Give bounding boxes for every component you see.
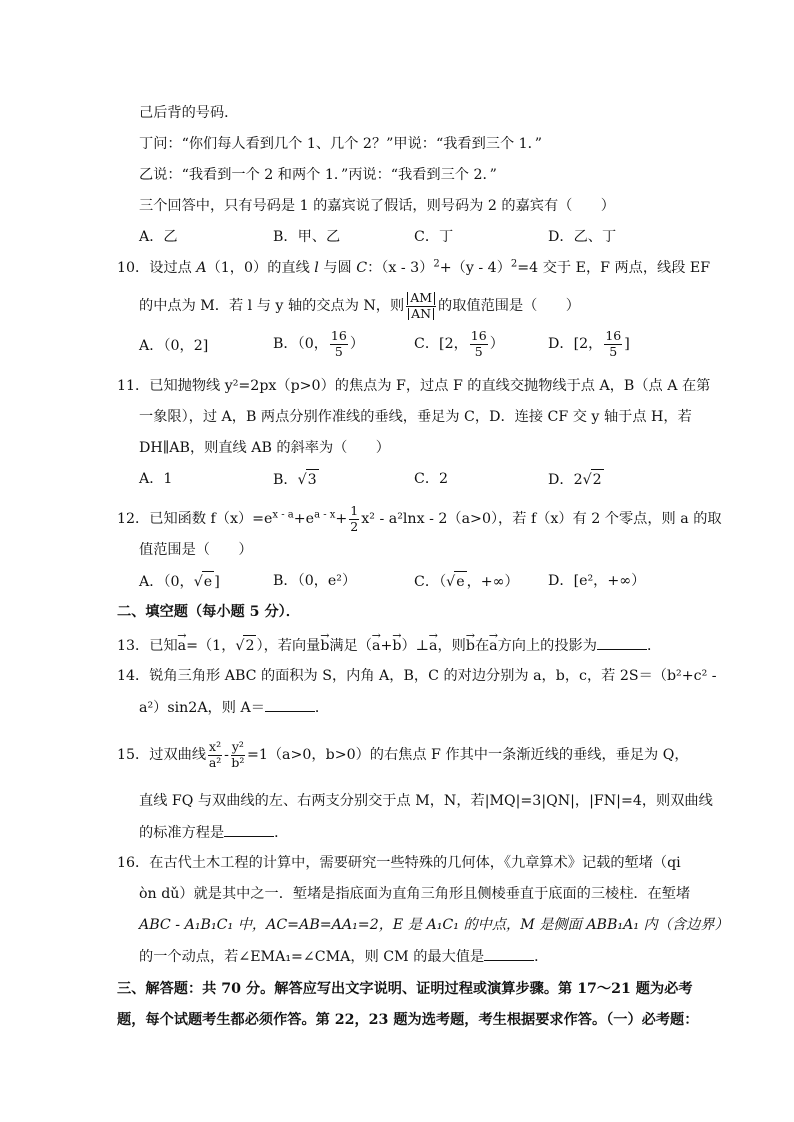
- q13-text: ，则: [437, 638, 466, 654]
- q12-half-fraction: [349, 505, 359, 533]
- q14-line-2: [139, 697, 329, 718]
- vector-b: → b: [320, 636, 329, 656]
- q10-option-d-fraction: [604, 330, 622, 358]
- q10-frac-denominator: AN: [408, 308, 434, 321]
- q14-text: 锐角三角形 ABC 的面积为 S，内角 A，B，C 的对边分别为 a，b，c，若 2S＝（b²+c² -: [149, 668, 717, 684]
- intro-line-2: 丁问：“你们每人看到几个 1、几个 2？”甲说：“我看到三个 1．”: [139, 136, 543, 152]
- q15-text: 的标准方程是: [139, 825, 225, 841]
- q12-exponent: x - a: [272, 509, 294, 521]
- q15-line-2: 直线 FQ 与双曲线的左、右两支分别交于点 M，N，若|MQ|=3|QN|，|FN|=4，则双曲线: [139, 793, 713, 809]
- vector-a: → a: [489, 636, 497, 656]
- q13-text: 满足（: [329, 638, 372, 654]
- vector-b: → b: [392, 636, 401, 656]
- q10-opt-text: ]: [624, 336, 630, 352]
- q10-text: C: [356, 260, 368, 276]
- q13-number: 13．: [117, 638, 150, 654]
- q16-number: 16．: [117, 855, 150, 871]
- q10-option-b-fraction: [330, 330, 348, 358]
- q13-text: ），若向量: [256, 638, 321, 654]
- q10-option-c-fraction: [470, 330, 488, 358]
- frac-num: y²: [231, 739, 244, 754]
- q15-text: ．: [274, 825, 289, 841]
- q10-exponent: 2: [433, 258, 440, 270]
- q11-opt-text: D．2: [548, 472, 583, 488]
- q10-option-a: A．（0，2]: [139, 338, 209, 354]
- answer-blank[interactable]: [597, 635, 647, 650]
- q10-text: l: [314, 260, 319, 276]
- q16-line-2: òn dǔ）就是其中之一．堑堵是指底面为直角三角形且侧棱垂直于底面的三棱柱．在堑堵: [139, 886, 691, 902]
- q11-option-d: [548, 469, 604, 490]
- q10-option-b: [273, 330, 364, 358]
- q13-text: 已知: [149, 638, 178, 654]
- frac-den: 5: [334, 343, 343, 359]
- q10-text: （1，0）的直线: [206, 260, 315, 276]
- q16-text: 的一个动点，若∠EMA₁=∠CMA，则 CM 的最大值是: [139, 949, 485, 965]
- q11-option-b: [273, 469, 319, 490]
- q9-option-a: A．乙: [139, 229, 178, 245]
- q15-y-fraction: [231, 741, 245, 769]
- q10-text: A: [196, 260, 207, 276]
- q13-text: +: [380, 638, 393, 654]
- answer-blank[interactable]: [224, 822, 274, 837]
- q10-exponent: 2: [510, 258, 518, 270]
- frac-num: 16: [470, 328, 487, 343]
- vector-a: → a: [178, 636, 186, 656]
- q12-text: x² - a²lnx - 2（a>0），若 f（x）有 2 个零点，则 a 的取: [361, 511, 722, 527]
- q10-ratio-fraction: [406, 292, 436, 320]
- q11-line-2: 一象限），过 A，B 两点分别作准线的垂线，垂足为 C，D．连接 CF 交 y 轴于点 H，若: [139, 409, 692, 425]
- frac-num: x²: [209, 739, 222, 754]
- q12-option-d: D．[e²，+∞）: [548, 573, 646, 589]
- sqrt-sign: √3: [298, 469, 319, 490]
- sqrt-sign: √2: [583, 469, 604, 490]
- sqrt-radicand: 2: [243, 635, 256, 656]
- q11-text: 已知抛物线 y²=2px（p>0）的焦点为 F，过点 F 的直线交抛物线于点 A，B（点 A 在第: [149, 378, 711, 394]
- intro-line-4: 三个回答中，只有号码是 1 的嘉宾说了假话，则号码为 2 的嘉宾有（ ）: [139, 198, 615, 214]
- sqrt-radicand: e: [454, 571, 466, 592]
- frac-den: 5: [609, 343, 618, 359]
- frac-den: 2: [350, 518, 359, 534]
- frac-num: 16: [605, 328, 622, 343]
- q10-text: ：（x - 3）: [367, 260, 434, 276]
- q12-text: 已知函数 f（x）=e: [149, 511, 273, 527]
- answer-blank[interactable]: [265, 697, 315, 712]
- q16-line-4: [139, 946, 548, 967]
- q12-line-2: 值范围是（ ）: [139, 542, 253, 558]
- q13-text: ．: [646, 638, 662, 654]
- q15-text: -: [224, 747, 229, 763]
- intro-line-3: 乙说：“我看到一个 2 和两个 1．”丙说：“我看到三个 2．”: [139, 167, 497, 183]
- q13-text: =（1，: [186, 638, 236, 654]
- section-3-line-1: 三、解答题：共 70 分。解答应写出文字说明、证明过程或演算步骤。第 17～21 题为必考: [117, 981, 693, 997]
- q14-number: 14．: [117, 668, 150, 684]
- q9-option-c: C．丁: [414, 229, 454, 245]
- q15-text: 过双曲线: [149, 747, 207, 763]
- q10-opt-text: ）: [489, 336, 504, 352]
- sqrt-radicand: e: [202, 571, 214, 592]
- q10-opt-text: B．（0，: [273, 336, 328, 352]
- frac-den: 5: [474, 343, 483, 359]
- frac-num: 16: [330, 328, 347, 343]
- q15-number: 15．: [117, 747, 150, 763]
- q14-line-1: [117, 666, 717, 686]
- q13-text: 在: [474, 638, 490, 654]
- q16-text: ．: [534, 949, 549, 965]
- q12-opt-text: ]: [214, 574, 220, 590]
- q10-opt-text: ）: [349, 336, 365, 352]
- q11-option-a: A．1: [139, 471, 173, 487]
- q9-option-d: D．乙、丁: [548, 229, 617, 245]
- q10-frac-numerator: AM: [407, 292, 435, 305]
- q10-line-2: [139, 292, 580, 320]
- q10-text: +（y - 4）: [439, 260, 511, 276]
- q12-opt-text: A．（0，: [139, 574, 194, 590]
- q13-text: ）⊥: [401, 638, 429, 654]
- q12-opt-text: ，+∞）: [466, 574, 519, 590]
- q10-line-1: [117, 258, 710, 278]
- q10-option-d: [548, 330, 630, 358]
- frac-den: b²: [231, 754, 245, 770]
- q10-number: 10．: [117, 260, 150, 276]
- q9-option-b: B．甲、乙: [273, 229, 341, 245]
- q10-text: =4 交于 E，F 两点，线段 EF: [517, 260, 711, 276]
- sqrt-sign: √2: [235, 635, 256, 656]
- q11-opt-text: B．: [273, 472, 298, 488]
- q10-opt-text: C．[2，: [414, 336, 468, 352]
- answer-blank[interactable]: [484, 946, 534, 961]
- sqrt-radicand: 3: [306, 469, 319, 490]
- q12-option-a: [139, 571, 220, 592]
- intro-line-1: 己后背的号码．: [139, 105, 239, 121]
- vector-b: → b: [466, 636, 475, 656]
- q15-text: =1（a>0，b>0）的右焦点 F 作其中一条渐近线的垂线，垂足为 Q，: [246, 747, 689, 763]
- q12-number: 12．: [117, 511, 150, 527]
- sqrt-radicand: 2: [591, 469, 604, 490]
- q13-text: 方向上的投影为: [497, 638, 597, 654]
- q13-line: [117, 635, 661, 656]
- q10-text: 设过点: [149, 260, 197, 276]
- q16-line-3: ABC - A₁B₁C₁ 中，AC=AB=AA₁=2，E 是 A₁C₁ 的中点，M 是侧面 ABB₁A₁ 内（含边界）: [139, 917, 729, 933]
- frac-num: 1: [350, 503, 359, 518]
- q11-line-3: DH∥AB，则直线 AB 的斜率为（ ）: [139, 440, 390, 456]
- q11-number: 11．: [117, 378, 150, 394]
- vector-a: → a: [429, 636, 437, 656]
- q12-text: +e: [293, 511, 315, 527]
- q14-text: ．: [314, 700, 330, 716]
- q12-line-1: [117, 505, 722, 533]
- section-3-line-2: 题，每个试题考生都必须作答。第 22，23 题为选考题，考生根据要求作答。（一）必考题：: [117, 1012, 699, 1028]
- q12-exponent: a - x: [314, 509, 336, 521]
- q12-option-c: [414, 571, 519, 592]
- q12-option-b: B．（0，e²）: [273, 573, 357, 589]
- q16-text: 在古代土木工程的计算中，需要研究一些特殊的几何体，《九章算术》记载的堑堵（qi: [149, 855, 681, 871]
- q10-option-c: [414, 330, 504, 358]
- q10-text: 的中点为 M．若 l 与 y 轴的交点为 N，则: [139, 298, 405, 314]
- q10-text: 与圆: [318, 260, 357, 276]
- q12-text: +: [335, 511, 348, 527]
- q10-opt-text: D．[2，: [548, 336, 603, 352]
- sqrt-sign: √e: [194, 571, 214, 592]
- frac-den: a²: [208, 754, 222, 770]
- q15-x-fraction: [208, 741, 222, 769]
- q12-opt-text: C．（: [414, 574, 447, 590]
- q16-line-1: [117, 853, 681, 873]
- q11-line-1: [117, 376, 710, 396]
- section-2-title: 二、填空题（每小题 5 分）．: [117, 604, 300, 620]
- vector-a: → a: [372, 636, 380, 656]
- q11-option-c: C．2: [414, 471, 449, 487]
- q14-text: a²）sin2A，则 A＝: [139, 700, 265, 716]
- q10-text: 的取值范围是（ ）: [438, 298, 580, 314]
- q15-line-1: [117, 741, 689, 769]
- q15-line-3: [139, 822, 288, 843]
- sqrt-sign: √e: [446, 571, 466, 592]
